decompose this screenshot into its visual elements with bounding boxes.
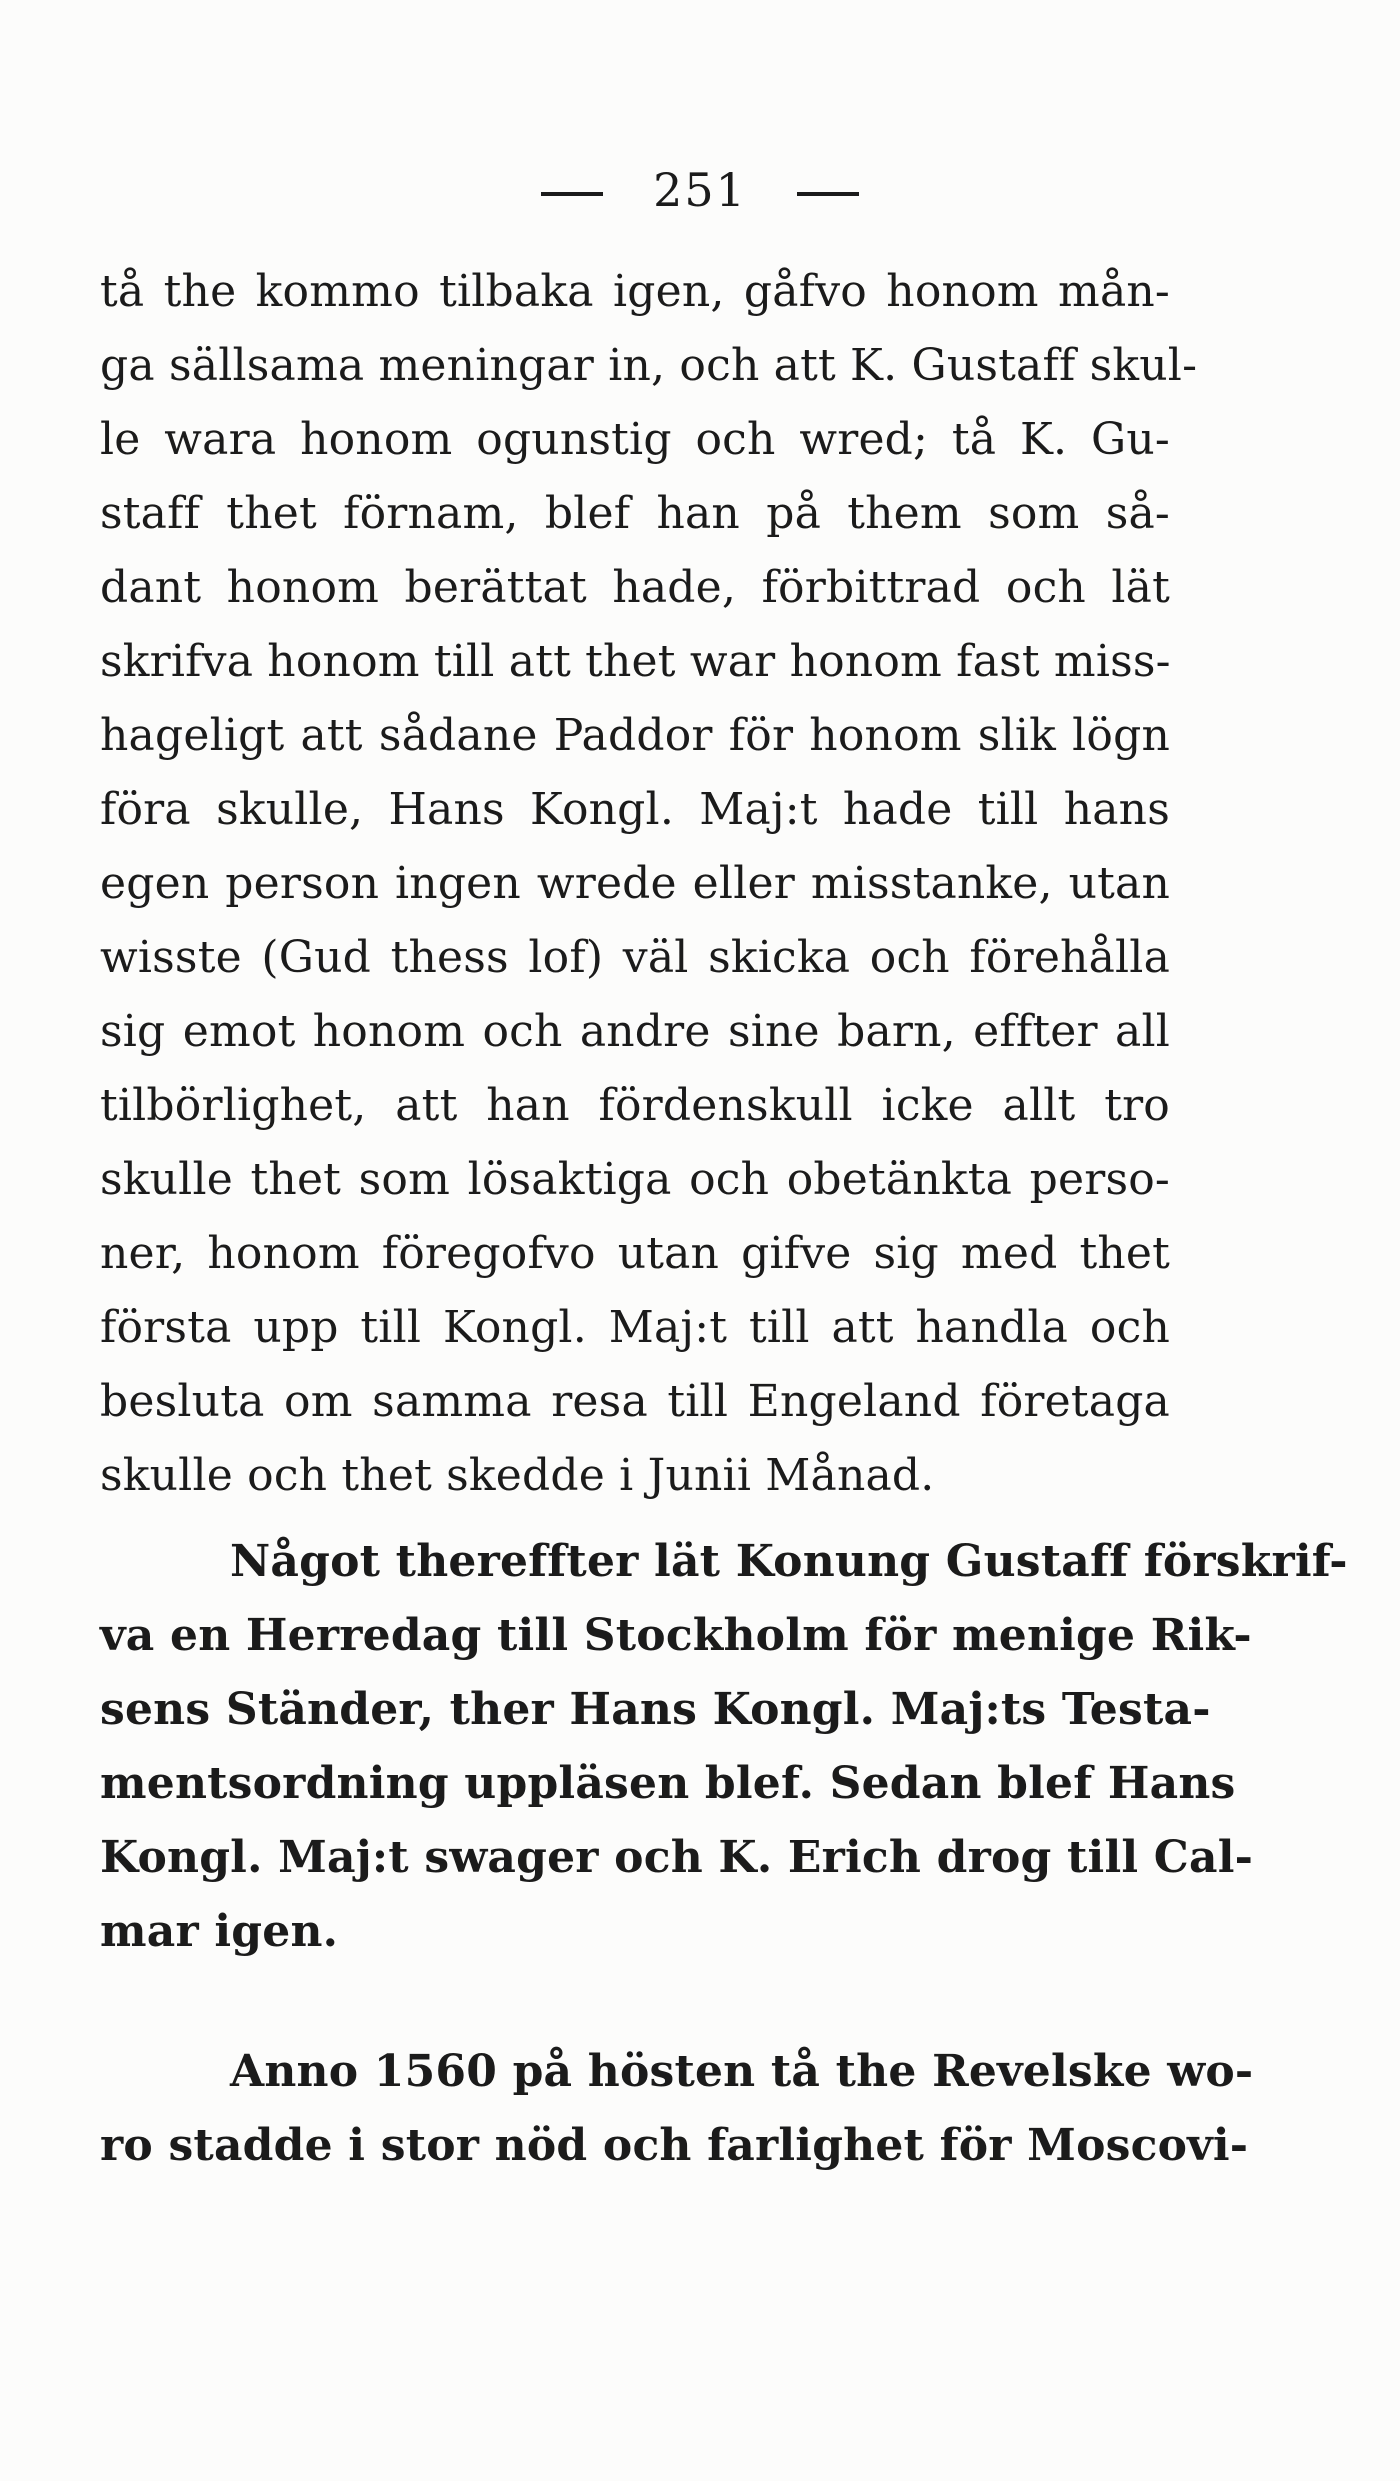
text-line: föra skulle, Hans Kongl. Maj:t hade till hans	[100, 784, 1170, 835]
text-line: staff thet förnam, blef han på them som så-	[100, 488, 1170, 539]
text-line: besluta om samma resa till Engeland företaga	[100, 1376, 1170, 1427]
header-dash-right	[797, 192, 859, 196]
text-line: Något thereffter lät Konung Gustaff förskrif-	[230, 1536, 1348, 1587]
text-line: skulle thet som lösaktiga och obetänkta perso-	[100, 1154, 1170, 1205]
text-line: sens Ständer, ther Hans Kongl. Maj:ts Testa-	[100, 1684, 1211, 1735]
text-line: wisste (Gud thess lof) väl skicka och förehålla	[100, 932, 1170, 983]
page-number: 251	[653, 163, 747, 217]
paragraph-2	[100, 1525, 1348, 1969]
text-line: ner, honom föregofvo utan gifve sig med thet	[100, 1228, 1170, 1279]
page-header	[0, 155, 1400, 225]
text-line: ga sällsama meningar in, och att K. Gustaff skul-	[100, 340, 1198, 391]
text-line: Anno 1560 på hösten tå the Revelske wo-	[230, 2046, 1254, 2097]
text-line: dant honom berättat hade, förbittrad och lät	[100, 562, 1170, 613]
text-line: egen person ingen wrede eller misstanke, utan	[100, 858, 1170, 909]
text-line: Kongl. Maj:t swager och K. Erich drog till Cal-	[100, 1832, 1254, 1883]
text-line: sig emot honom och andre sine barn, effter all	[100, 1006, 1170, 1057]
text-line: tilbörlighet, att han fördenskull icke allt tro	[100, 1080, 1170, 1131]
text-line: första upp till Kongl. Maj:t till att handla och	[100, 1302, 1170, 1353]
text-line: tå the kommo tilbaka igen, gåfvo honom mån-	[100, 266, 1170, 317]
paragraph-1	[100, 255, 1198, 1513]
text-line: ro stadde i stor nöd och farlighet för Moscovi-	[100, 2120, 1249, 2171]
text-line: mentsordning uppläsen blef. Sedan blef Hans	[100, 1758, 1236, 1809]
header-dash-left	[541, 192, 603, 196]
text-line: skulle och thet skedde i Junii Månad.	[100, 1450, 935, 1501]
text-line: hageligt att sådane Paddor för honom slik lögn	[100, 710, 1170, 761]
text-line: skrifva honom till att thet war honom fast miss-	[100, 636, 1171, 687]
paragraph-3	[100, 2035, 1254, 2183]
text-line: va en Herredag till Stockholm för menige Rik-	[100, 1610, 1252, 1661]
text-line: mar igen.	[100, 1906, 339, 1957]
text-line: le wara honom ogunstig och wred; tå K. Gu-	[100, 414, 1170, 465]
